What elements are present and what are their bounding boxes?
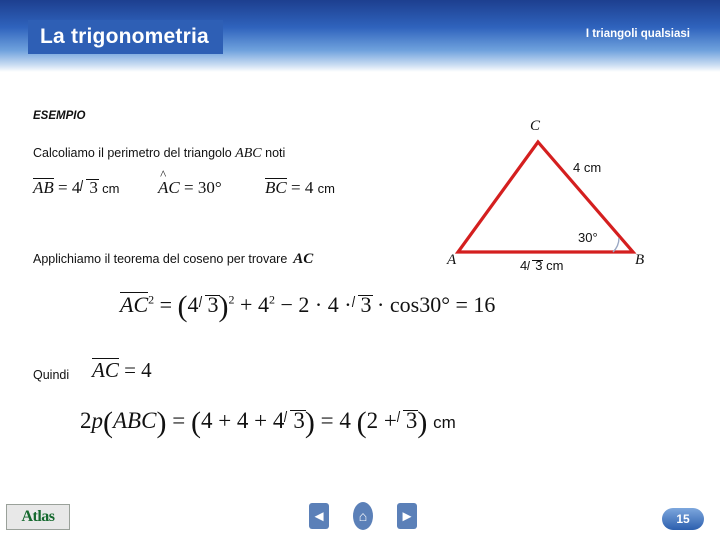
segment-bc-label: BC: [265, 178, 287, 197]
perimeter-factor: 2 +: [366, 408, 397, 433]
triangle-figure: [430, 120, 690, 290]
angle-vertex-c: C: [168, 178, 180, 197]
intro-sentence: [33, 146, 285, 162]
perimeter-paren-close: ): [156, 406, 167, 439]
formula-paren-close: ): [218, 290, 229, 323]
slide-header: [0, 0, 720, 72]
apply-target-ac: AC: [293, 251, 314, 267]
vertex-label-b: B: [635, 252, 645, 268]
formula-term3-coeff: 2 · 4 ·: [298, 292, 352, 317]
given-ab-unit: cm: [102, 181, 120, 196]
formula-paren-open: (: [177, 290, 188, 323]
formula-cos: · cos: [377, 292, 420, 317]
side-ab-unit: cm: [546, 258, 564, 273]
perimeter-eq1: =: [172, 408, 186, 433]
formula-term1-exponent: 2: [228, 292, 235, 307]
home-button[interactable]: [347, 501, 379, 531]
given-ab-eq: = 4: [53, 178, 81, 197]
next-slide-button[interactable]: [391, 501, 423, 531]
formula-minus: −: [280, 292, 293, 317]
sqrt-3-term1-radicand: 3: [207, 292, 219, 317]
perimeter-b2-close: ): [417, 406, 428, 439]
segment-ab-label: AB: [33, 178, 54, 197]
side-ab-coeff: 4: [520, 258, 528, 273]
given-bc: [265, 178, 335, 198]
intro-triangle-name: ABC: [235, 146, 262, 161]
perimeter-coeff: 2: [80, 408, 92, 433]
quindi-ac: AC: [92, 358, 119, 382]
slide-title-bar: [28, 20, 223, 54]
sqrt-3-perimeter-1-radicand: 3: [293, 408, 305, 433]
angle-label-b: 30°: [578, 230, 598, 245]
section-subtitle: I triangoli qualsiasi: [585, 28, 690, 40]
sqrt-3-side-ab-radicand: 3: [535, 258, 543, 273]
publisher-logo: [6, 504, 70, 530]
formula-result: = 16: [455, 292, 496, 317]
formula-term2: 4: [257, 292, 269, 317]
given-bc-eq: = 4: [286, 178, 318, 197]
page-title: La trigonometria: [40, 25, 209, 48]
sqrt-3-side-ab: [527, 258, 542, 273]
navigation-controls[interactable]: [303, 500, 423, 532]
perimeter-sum: 4 + 4 + 4: [200, 408, 285, 433]
vertex-label-c: C: [530, 118, 541, 134]
previous-slide-button[interactable]: [303, 501, 335, 531]
formula-equals: =: [159, 292, 173, 317]
sqrt-3-perimeter-1: [284, 409, 305, 432]
sqrt-3-term3: [352, 294, 372, 316]
sqrt-3-ab: [80, 178, 98, 198]
perimeter-unit: cm: [433, 413, 456, 432]
sqrt-3-perimeter-2: [397, 409, 418, 432]
angle-arc-b: [613, 238, 619, 252]
sqrt-3-perimeter-2-radicand: 3: [405, 408, 418, 433]
formula-lhs: AC: [120, 292, 149, 317]
perimeter-b1-close: ): [304, 406, 315, 439]
triangle-shape: [458, 142, 633, 252]
publisher-logo-text: Atlas: [21, 508, 55, 525]
perimeter-b2-open: (: [356, 406, 367, 439]
sqrt-3-ab-radicand: 3: [89, 178, 98, 197]
formula-lhs-exponent: 2: [148, 292, 155, 307]
apply-text: Applichiamo il teorema del coseno per trovare: [33, 252, 288, 266]
apply-sentence: [33, 251, 313, 268]
page-number-badge: 15: [662, 508, 704, 530]
formula-plus: +: [240, 292, 253, 317]
given-values-row: [33, 176, 453, 206]
given-ab: [33, 178, 119, 198]
arrow-right-icon: ►: [397, 503, 417, 529]
perimeter-paren-open: (: [103, 406, 113, 439]
sqrt-3-term3-radicand: 3: [360, 292, 372, 317]
home-icon: ⌂: [353, 502, 373, 530]
side-label-ab: [520, 258, 563, 273]
given-bc-unit: cm: [317, 181, 335, 196]
cosine-law-formula: [120, 292, 495, 322]
side-label-cb: 4 cm: [573, 160, 602, 175]
perimeter-eq2: = 4: [320, 408, 351, 433]
vertex-label-a: A: [447, 252, 457, 268]
formula-cos-angle: 30°: [419, 292, 451, 317]
angle-vertex-a: A ^: [158, 178, 168, 198]
formula-term1-coeff: 4: [187, 292, 199, 317]
intro-suffix: noti: [261, 146, 286, 160]
quindi-equation: [92, 358, 152, 383]
given-angle-eq: = 30°: [179, 178, 222, 197]
quindi-value: = 4: [118, 358, 152, 382]
perimeter-p: p: [91, 408, 103, 433]
perimeter-b1-open: (: [190, 406, 201, 439]
given-angle: [158, 178, 222, 198]
formula-term2-exponent: 2: [268, 292, 275, 307]
sqrt-3-term1: [199, 294, 219, 316]
arrow-left-icon: ◄: [309, 503, 329, 529]
example-label: ESEMPIO: [33, 110, 86, 122]
perimeter-triangle: ABC: [113, 408, 157, 433]
intro-prefix: Calcoliamo il perimetro del triangolo: [33, 146, 236, 160]
perimeter-formula: [80, 408, 456, 438]
quindi-label: Quindi: [33, 368, 70, 382]
